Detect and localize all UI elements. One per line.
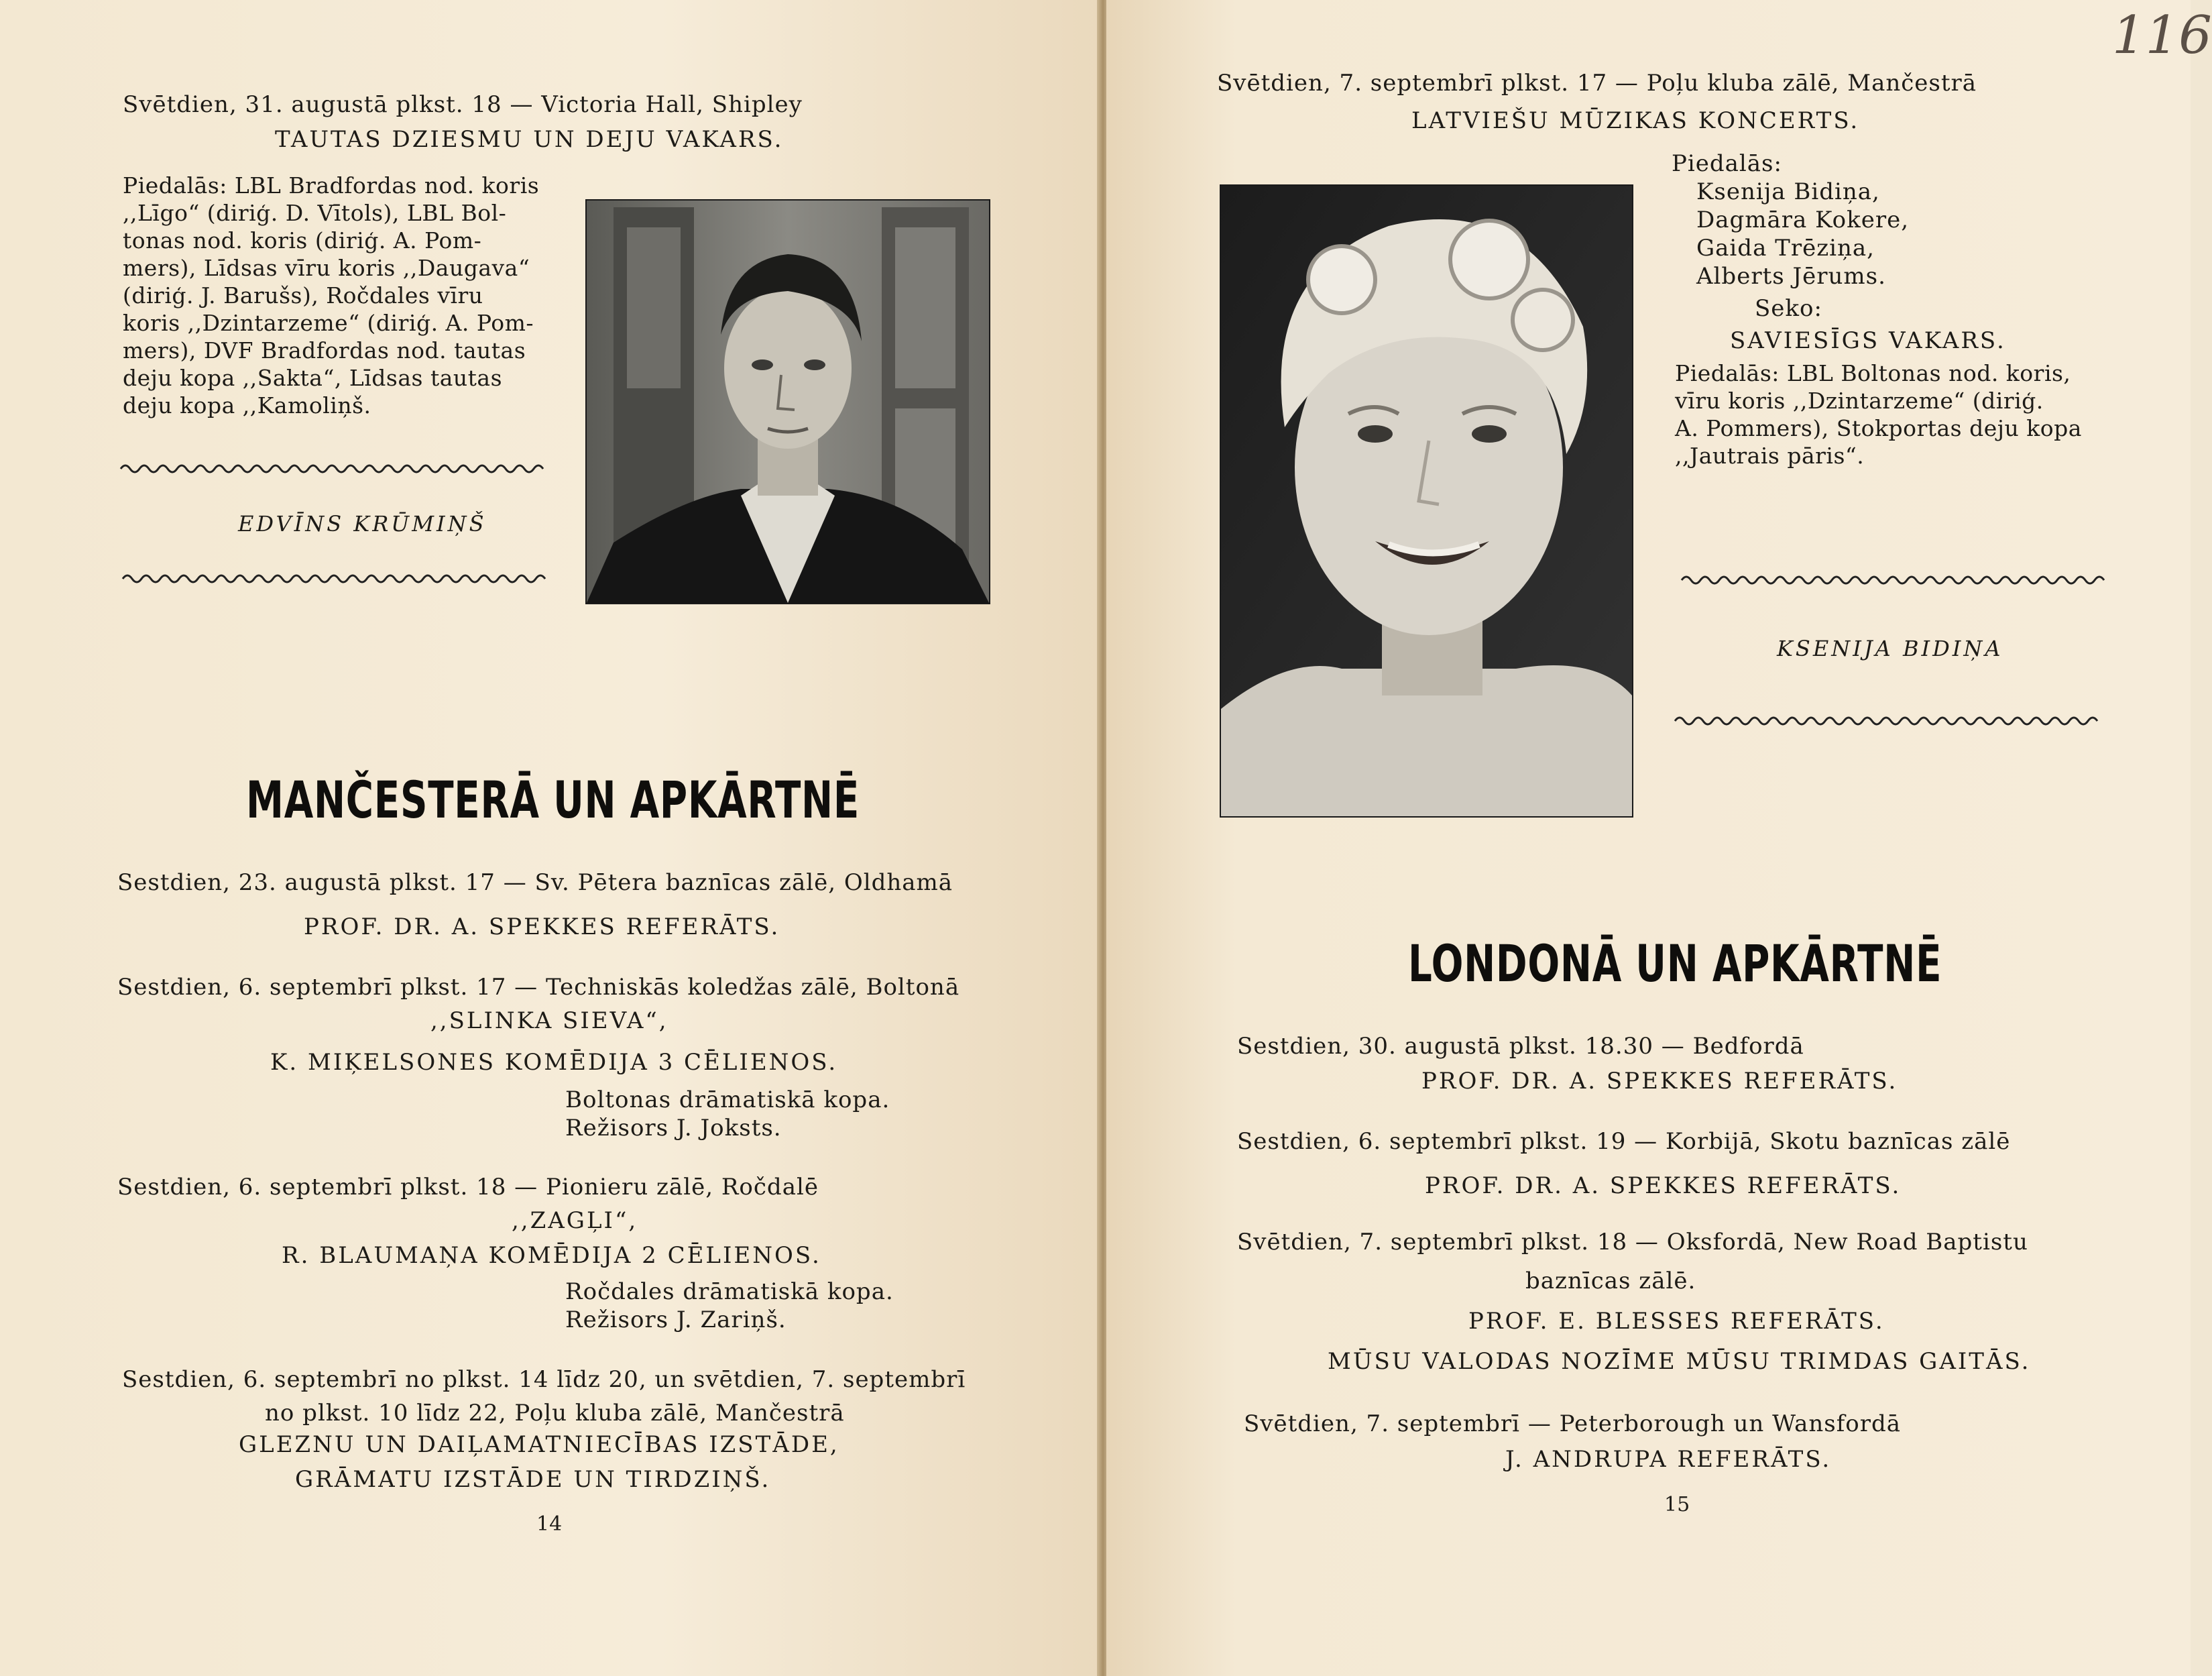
- event-title: R. BLAUMAŅA KOMĒDIJA 2 CĒLIENOS.: [282, 1242, 821, 1269]
- event-note: Ročdales drāmatiskā kopa.: [565, 1278, 894, 1305]
- participants-label: Piedalās:: [1672, 150, 1782, 177]
- event-line: Sestdien, 30. augustā plkst. 18.30 — Bedfordā: [1237, 1033, 1804, 1060]
- wavy-divider: [1675, 714, 2097, 728]
- event-line: no plkst. 10 līdz 22, Poļu kluba zālē, Mančestrā: [265, 1400, 845, 1427]
- event-title: ,,SLINKA SIEVA“,: [430, 1007, 668, 1034]
- event-participants: Piedalās: LBL Bradfordas nod. koris ,,Līgo“ (diriģ. D. Vītols), LBL Bol- tonas nod. koris (diriģ. A. Pom- mers), Līdsas vīru koris ,,Daugava“ (diriģ. J. Barušs), Ročdales vīru koris ,,Dzintarzeme“ (diriģ. A. Pom- mers), DVF Bradfordas nod. tautas deju kopa ,,Sakta“, Līdsas tautas deju kopa ,,Kamoliņš.: [123, 172, 540, 418]
- event-title: GRĀMATU IZSTĀDE UN TIRDZIŅŠ.: [295, 1466, 771, 1493]
- event-note: Boltonas drāmatiskā kopa.: [565, 1086, 890, 1113]
- event-line: baznīcas zālē.: [1525, 1268, 1696, 1294]
- wavy-divider: [121, 461, 543, 476]
- section-heading: LONDONĀ UN APKĀRTNĒ: [1408, 934, 1942, 993]
- event-line: Sestdien, 6. septembrī plkst. 19 — Korbijā, Skotu baznīcas zālē: [1237, 1128, 2011, 1155]
- left-page: [0, 0, 1100, 1676]
- event-title: J. ANDRUPA REFERĀTS.: [1505, 1446, 1832, 1473]
- event-line: Svētdien, 7. septembrī plkst. 18 — Oksfordā, New Road Baptistu: [1237, 1229, 2028, 1255]
- page-number: 14: [536, 1512, 563, 1536]
- event-title: PROF. DR. A. SPEKKES REFERĀTS.: [1421, 1068, 1898, 1095]
- event-title: K. MIĶELSONES KOMĒDIJA 3 CĒLIENOS.: [270, 1049, 838, 1076]
- event-line: Sestdien, 6. septembrī no plkst. 14 līdz 20, un svētdien, 7. septembrī: [122, 1366, 966, 1393]
- wavy-divider: [1682, 573, 2104, 588]
- event-title: SAVIESĪGS VAKARS.: [1730, 327, 2006, 354]
- photo-caption: KSENIJA BIDIŅA: [1777, 636, 2003, 661]
- wavy-divider: [123, 571, 545, 586]
- event-title: ,,ZAGĻI“,: [512, 1207, 638, 1234]
- portrait-photo-ksenija-bidina: [1220, 184, 1633, 818]
- event-line: Sestdien, 23. augustā plkst. 17 — Sv. Pētera baznīcas zālē, Oldhamā: [117, 869, 953, 896]
- follows-participants: Piedalās: LBL Boltonas nod. koris, vīru koris ,,Dzintarzeme“ (diriģ. A. Pommers), Stokportas deju kopa ,,Jautrais pāris“.: [1675, 360, 2082, 469]
- event-title: GLEZNU UN DAIĻAMATNIECĪBAS IZSTĀDE,: [239, 1431, 839, 1458]
- right-page: [1106, 0, 2212, 1676]
- event-title: PROF. DR. A. SPEKKES REFERĀTS.: [304, 913, 780, 940]
- event-line: Svētdien, 31. augustā plkst. 18 — Victoria Hall, Shipley: [123, 91, 803, 118]
- event-line: Sestdien, 6. septembrī plkst. 18 — Pionieru zālē, Ročdalē: [117, 1174, 819, 1200]
- participant: Ksenija Bidiņa,: [1696, 178, 1880, 205]
- event-line: Svētdien, 7. septembrī plkst. 17 — Poļu kluba zālē, Mančestrā: [1217, 70, 1977, 97]
- follows-label: Seko:: [1755, 295, 1822, 322]
- event-title: PROF. E. BLESSES REFERĀTS.: [1468, 1308, 1885, 1335]
- page-number: 15: [1664, 1493, 1690, 1516]
- participant: Gaida Trēziņa,: [1696, 235, 1875, 262]
- event-title: PROF. DR. A. SPEKKES REFERĀTS.: [1425, 1172, 1902, 1199]
- photo-caption: EDVĪNS KRŪMIŅŠ: [238, 511, 487, 537]
- event-title: MŪSU VALODAS NOZĪME MŪSU TRIMDAS GAITĀS.: [1328, 1348, 2031, 1375]
- event-note: Režisors J. Zariņš.: [565, 1306, 787, 1333]
- section-heading: MANČESTERĀ UN APKĀRTNĒ: [246, 770, 860, 830]
- participant: Dagmāra Kokere,: [1696, 207, 1909, 233]
- event-note: Režisors J. Joksts.: [565, 1115, 782, 1141]
- portrait-photo-edvins-krumins: [585, 199, 990, 604]
- event-line: Sestdien, 6. septembrī plkst. 17 — Techniskās koledžas zālē, Boltonā: [117, 974, 960, 1001]
- event-title: TAUTAS DZIESMU UN DEJU VAKARS.: [275, 126, 784, 153]
- event-line: Svētdien, 7. septembrī — Peterborough un Wansfordā: [1244, 1410, 1902, 1437]
- event-title: LATVIEŠU MŪZIKAS KONCERTS.: [1411, 107, 1860, 134]
- participant: Alberts Jērums.: [1696, 263, 1886, 290]
- handwritten-page-number: 116: [2112, 5, 2212, 66]
